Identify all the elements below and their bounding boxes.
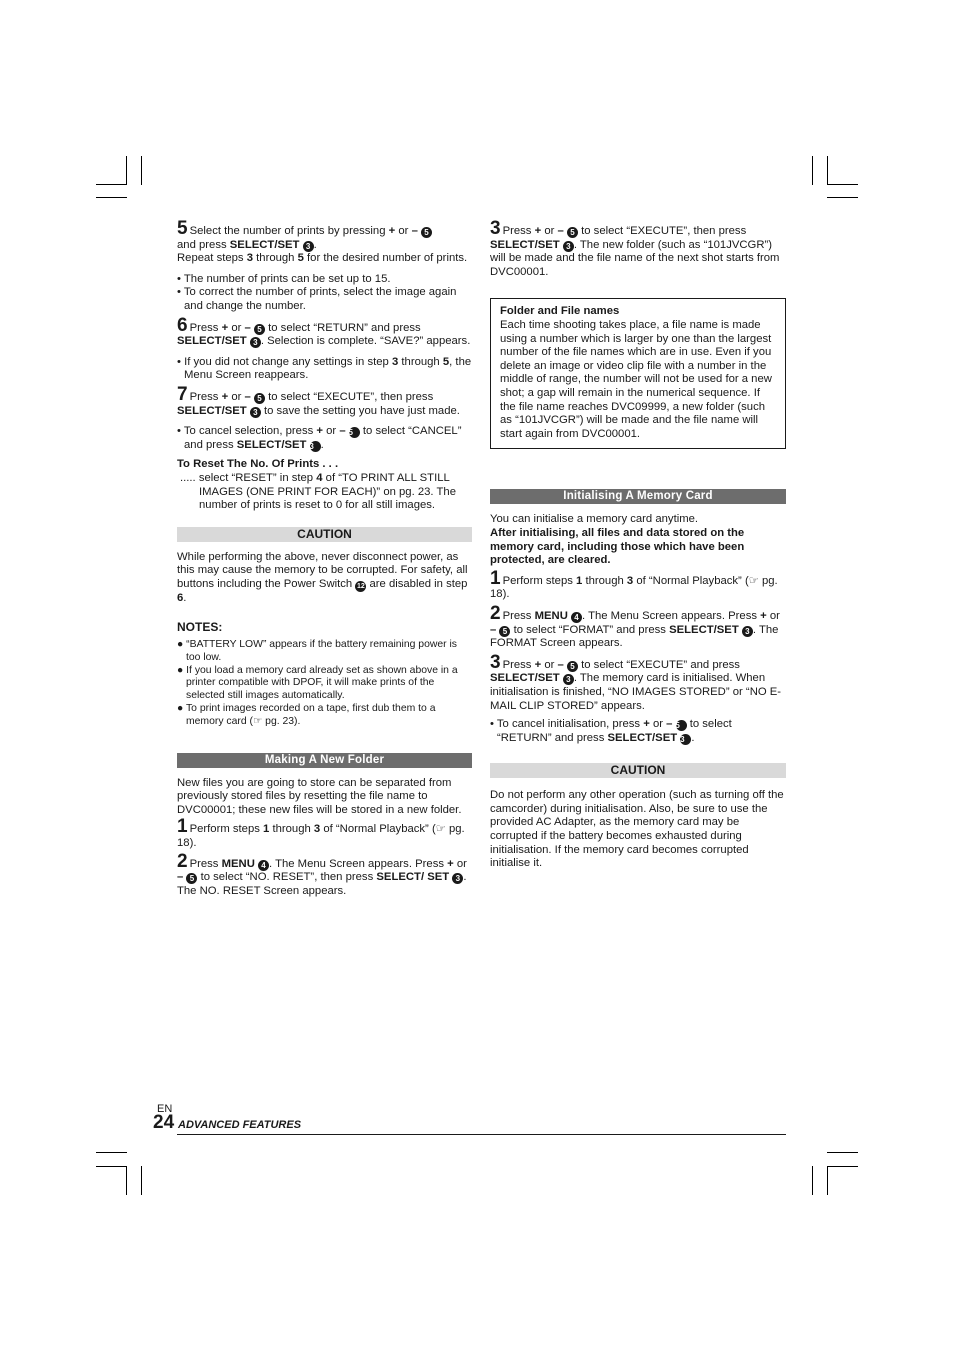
crop-mark xyxy=(126,156,127,185)
reset-title: To Reset The No. Of Prints . . . xyxy=(177,458,339,471)
button-5-icon: 5 xyxy=(421,227,432,238)
button-3-icon: 3 xyxy=(250,337,261,348)
crop-mark xyxy=(126,1166,127,1195)
crop-mark xyxy=(827,1166,858,1167)
folder-step-3: 3 Press + or – 5 to select “EXECUTE”, then press SELECT/SET 3 . The new folder (such as “101JVCGR”) will be made and the file name of the next shot starts from DVC00001. xyxy=(490,218,780,278)
section-label: ADVANCED FEATURES xyxy=(178,1119,302,1131)
init-intro: You can initialise a memory card anytime. xyxy=(490,513,699,526)
init-step-3: 3 Press + or – 5 to select “EXECUTE” and press SELECT/SET 3 . The memory card is initialised. When initialisation is finished, “NO IMAGES STORED” or “NO E-MAIL CLIP STORED” appears. xyxy=(490,651,782,712)
step-5-text: 5 Select the number of prints by pressing + or – 5 and press SELECT/SET 3 . xyxy=(177,222,472,252)
reset-text: ..... select “RESET” in step 4 of “TO PRINT ALL STILL IMAGES (ONE PRINT FOR EACH)” on pg. 23. The number of prints is reset to 0 for all still images. xyxy=(180,471,456,512)
button-5-icon: 5 xyxy=(676,720,687,731)
step-number: 5 xyxy=(177,218,188,239)
button-3-icon: 3 xyxy=(742,626,753,637)
init-step-2: 2 Press MENU 4 . The Menu Screen appears. Press + or – 5 to select “FORMAT” and press SELECT/SET 3 . The FORMAT Screen appears. xyxy=(490,602,780,650)
crop-mark xyxy=(812,156,813,185)
crop-mark xyxy=(827,197,858,198)
step-5-repeat: Repeat steps 3 through 5 for the desired number of prints. xyxy=(177,252,468,265)
bullet-setup: • The number of prints can be set up to 15. xyxy=(177,272,391,285)
step-7: 7 Press + or – 5 to select “EXECUTE”, then press SELECT/SET 3 to save the setting you have just made. xyxy=(177,383,460,417)
bullet-no-change: • If you did not change any settings in step 3 through 5, the Menu Screen reappears. xyxy=(177,355,472,382)
notes-title: NOTES: xyxy=(177,620,223,635)
caution-heading: CAUTION xyxy=(490,763,786,778)
button-5-icon: 5 xyxy=(499,626,510,637)
menu-button-4-icon: 4 xyxy=(258,860,269,871)
note-item: ● If you load a memory card already set as shown above in a printer compatible with DPOF, it will make prints of the selected still images automatically. xyxy=(177,664,458,702)
step-number: 7 xyxy=(177,383,188,405)
step-number: 3 xyxy=(490,218,501,239)
box-title: Folder and File names xyxy=(500,305,620,318)
button-5-icon: 5 xyxy=(186,873,197,884)
folder-step-2: 2 Press MENU 4 . The Menu Screen appears. Press + or – 5 to select “NO. RESET”, then press SELECT/ SET 3 . The NO. RESET Screen appears. xyxy=(177,850,467,897)
folder-file-names-box xyxy=(490,298,786,449)
button-3-icon: 3 xyxy=(680,734,691,745)
caution-text: While performing the above, never disconnect power, as this may cause the memory to be corrupted. For safety, all buttons including the Power Switch 12 are disabled in step 6. xyxy=(177,550,468,604)
left-column xyxy=(177,218,472,905)
menu-button-4-icon: 4 xyxy=(571,612,582,623)
step-number: 2 xyxy=(177,850,188,872)
crop-mark xyxy=(96,1166,127,1167)
crop-mark xyxy=(96,1152,127,1153)
bullet-cancel-selection: • To cancel selection, press + or – 5 to select “CANCEL” and press SELECT/SET 3 . xyxy=(177,425,462,451)
crop-mark xyxy=(827,184,858,185)
crop-mark xyxy=(96,184,127,185)
button-3-icon: 3 xyxy=(452,873,463,884)
crop-mark xyxy=(827,1152,858,1153)
caution-heading: CAUTION xyxy=(177,527,472,542)
section-heading-new-folder: Making A New Folder xyxy=(177,753,472,768)
init-step-1: 1 Perform steps 1 through 3 of “Normal Playback” (☞ pg. 18). xyxy=(490,567,778,601)
button-3-icon: 3 xyxy=(563,241,574,252)
button-3-icon: 3 xyxy=(563,674,574,685)
button-3-icon: 3 xyxy=(250,407,261,418)
note-item: ● “BATTERY LOW” appears if the battery remaining power is too low. xyxy=(177,639,458,663)
step-5 xyxy=(177,218,472,266)
crop-mark xyxy=(141,1166,142,1195)
step-6: 6 Press + or – 5 to select “RETURN” and press SELECT/SET 3 . Selection is complete. “SAVE?” appears. xyxy=(177,314,471,348)
folder-intro: New files you are going to store can be separated from previously stored files by resetting the file name to DVC00001; these new files will be stored in a new folder. xyxy=(177,776,462,816)
button-3-icon: 3 xyxy=(303,241,314,252)
button-5-icon: 5 xyxy=(254,324,265,335)
button-5-icon: 5 xyxy=(254,393,265,404)
bullet-correct: • To correct the number of prints, select the image again and change the number. xyxy=(177,286,457,312)
section-heading-initialise: Initialising A Memory Card xyxy=(490,489,786,504)
step-number: 3 xyxy=(490,651,501,673)
crop-mark xyxy=(141,156,142,185)
step-number: 6 xyxy=(177,314,188,336)
crop-mark xyxy=(96,197,127,198)
button-3-icon: 3 xyxy=(310,441,321,452)
step-number: 2 xyxy=(490,602,501,624)
folder-step-1: 1 Perform steps 1 through 3 of “Normal Playback” (☞ pg. 18). xyxy=(177,816,465,850)
page-number: 24 xyxy=(153,1112,175,1133)
button-5-icon: 5 xyxy=(567,661,578,672)
language-label: EN xyxy=(157,1103,173,1115)
crop-mark xyxy=(812,1166,813,1195)
note-item: ● To print images recorded on a tape, first dub them to a memory card (☞ pg. 23). xyxy=(177,703,436,727)
bullet-cancel-init: • To cancel initialisation, press + or – 5 to select “RETURN” and press SELECT/SET 3 . xyxy=(490,718,732,744)
step-number: 1 xyxy=(490,567,501,589)
crop-mark xyxy=(827,156,828,185)
step-number: 1 xyxy=(177,816,188,838)
button-5-icon: 5 xyxy=(349,427,360,438)
power-switch-12-icon: 12 xyxy=(356,582,365,590)
button-5-icon: 5 xyxy=(567,227,578,238)
right-column xyxy=(490,218,786,871)
init-warning: After initialising, all files and data stored on the memory card, including those which have been protected, are cleared. xyxy=(490,526,745,567)
box-body: Each time shooting takes place, a file name is made using a number which is larger by one than the largest number of the file names which are in use. Even if you delete an image or video clip file with a number in the middle of range, the number will not be used for a new shot; a gap will remain in the numerical sequence. If the file name reaches DVC09999, a new folder (such as “101JVCGR”) will be made and the file name will start again from DVC00001. xyxy=(500,318,772,440)
caution-text: Do not perform any other operation (such as turning off the camcorder) during initialisation. Also, be sure to use the provided AC Adapter, as the memory card may be corrupted if the battery becomes exhausted during initialisation. If the memory card becomes corrupted initialise it. xyxy=(490,789,784,870)
crop-mark xyxy=(827,1166,828,1195)
footer-rule xyxy=(177,1134,786,1135)
